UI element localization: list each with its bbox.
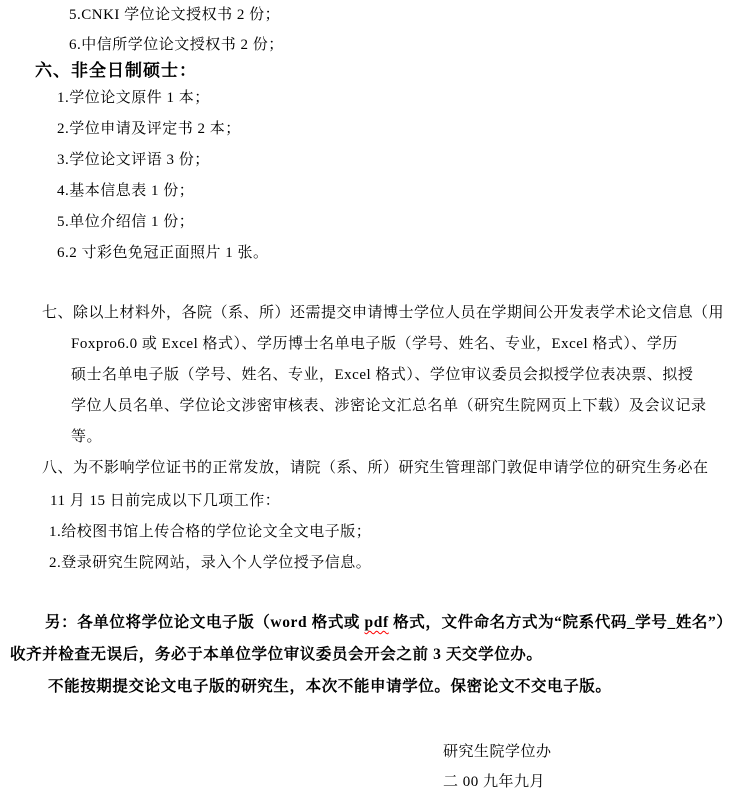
- notice-line1-post: 格式，文件命名方式为“院系代码_学号_姓名”）: [388, 614, 733, 631]
- notice-line1-pre: 另：各单位将学位论文电子版（word 格式或: [45, 614, 365, 631]
- paragraph-line: 硕士名单电子版（学号、姓名、专业，Excel 格式）、学位审议委员会拟授学位表决票、拟授: [71, 367, 694, 383]
- section6-heading-block: [0, 56, 748, 86]
- paragraph-line: 七、除以上材料外，各院（系、所）还需提交申请博士学位人员在学期间公开发表学术论文信息（用: [42, 305, 725, 321]
- section8-items: [0, 517, 748, 579]
- section-heading: 六、非全日制硕士：: [35, 61, 197, 80]
- notice-line: 收齐并检查无误后，务必于本单位学位审议委员会开会之前 3 天交学位办。: [10, 646, 543, 663]
- list-item: 2.登录研究生院网站，录入个人学位授予信息。: [49, 555, 372, 571]
- list-item: 2.学位申请及评定书 2 本；: [57, 121, 241, 137]
- notice-line: 不能按期提交论文电子版的研究生，本次不能申请学位。保密论文不交电子版。: [48, 678, 612, 695]
- list-item: 4.基本信息表 1 份；: [57, 183, 195, 199]
- list-item: 1.学位论文原件 1 本；: [57, 90, 210, 106]
- paragraph-line: 11 月 15 日前完成以下几项工作：: [50, 493, 281, 509]
- list-item: 3.学位论文评语 3 份；: [57, 152, 210, 168]
- section8-paragraph: [0, 452, 748, 518]
- list-item: 1.给校图书馆上传合格的学位论文全文电子版；: [49, 524, 372, 540]
- notice-line: [45, 607, 748, 639]
- prev-section-items: [0, 0, 748, 60]
- signature-org: 研究生院学位办: [443, 744, 552, 760]
- section7-paragraph: [0, 298, 748, 453]
- section6-items: [0, 83, 748, 269]
- list-item: 5.CNKI 学位论文授权书 2 份；: [69, 7, 281, 23]
- list-item: 6.中信所学位论文授权书 2 份；: [69, 37, 284, 53]
- paragraph-line: 等。: [71, 429, 103, 445]
- list-item: 5.单位介绍信 1 份；: [57, 214, 195, 230]
- notice-paragraph: [0, 607, 748, 703]
- spellcheck-underlined-word: pdf: [364, 614, 389, 631]
- paragraph-line: 八、为不影响学位证书的正常发放，请院（系、所）研究生管理部门敦促申请学位的研究生务必在: [42, 460, 709, 476]
- paragraph-line: 学位人员名单、学位论文涉密审核表、涉密论文汇总名单（研究生院网页上下载）及会议记录: [71, 398, 707, 414]
- list-item: 6.2 寸彩色免冠正面照片 1 张。: [57, 245, 269, 261]
- paragraph-line: Foxpro6.0 或 Excel 格式）、学历博士名单电子版（学号、姓名、专业，Excel 格式）、学历: [71, 336, 678, 352]
- signature-date: 二 00 九年九月: [443, 774, 546, 790]
- signature-block: [0, 737, 748, 797]
